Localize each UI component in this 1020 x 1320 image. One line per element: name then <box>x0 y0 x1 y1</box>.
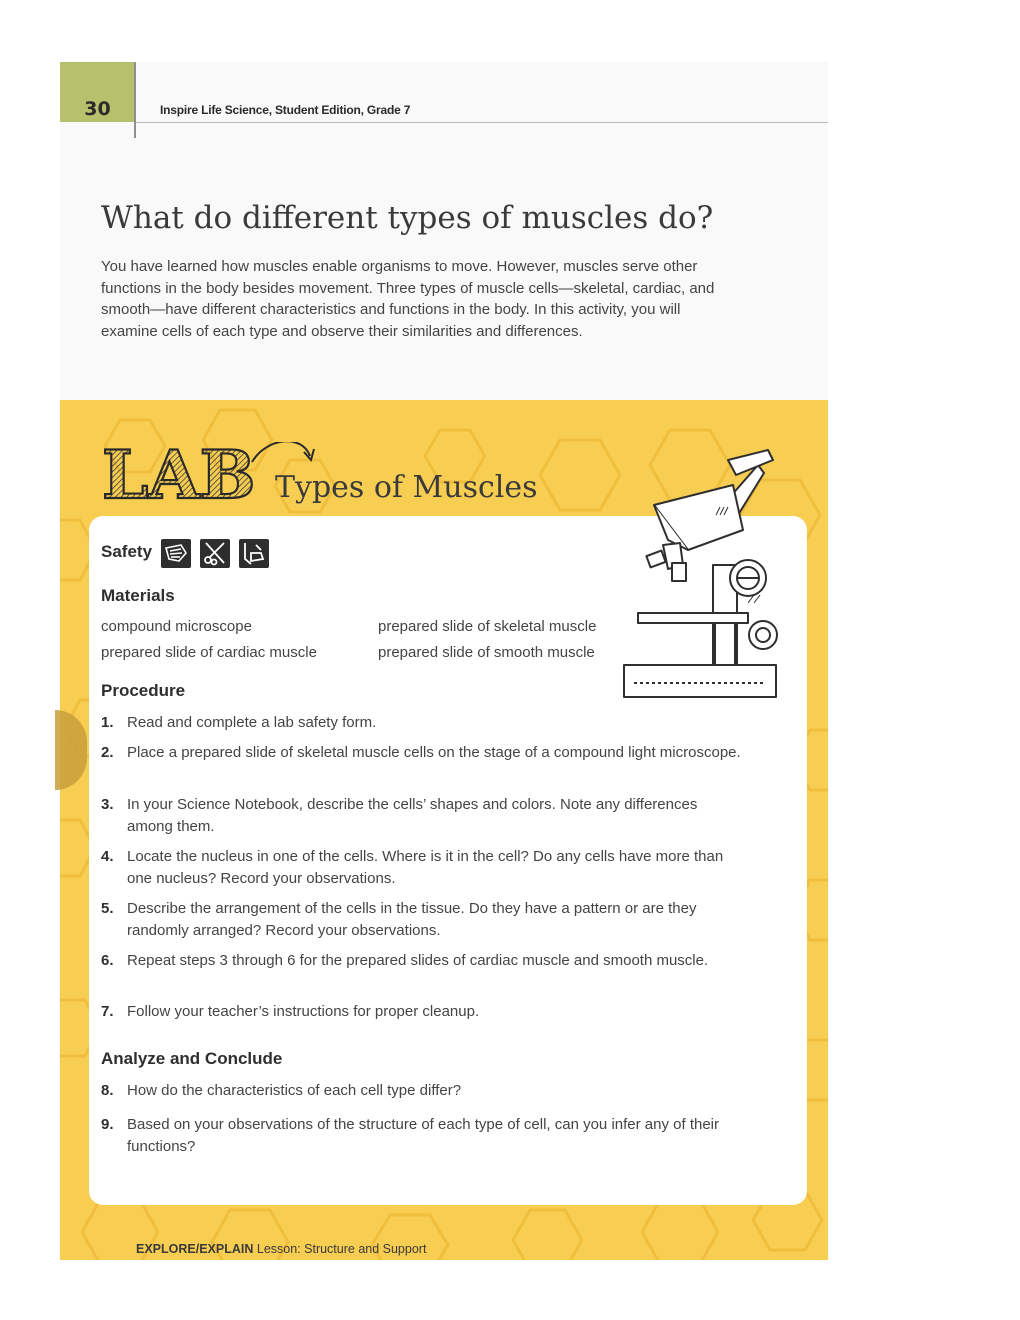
analyze-heading: Analyze and Conclude <box>101 1049 283 1068</box>
intro-title: What do different types of muscles do? <box>101 200 714 236</box>
step-number: 9. <box>101 1116 114 1133</box>
step-text: Repeat steps 3 through 6 for the prepared slides of cardiac muscle and smooth muscle. <box>127 952 709 969</box>
procedure-step <box>101 898 741 941</box>
procedure-step <box>101 742 741 764</box>
procedure-step <box>101 712 741 734</box>
material-item: compound microscope <box>101 618 252 635</box>
step-text: Read and complete a lab safety form. <box>127 714 377 731</box>
step-number: 6. <box>101 952 114 969</box>
procedure-step <box>101 950 741 972</box>
step-text: How do the characteristics of each cell type differ? <box>127 1082 462 1099</box>
material-item: prepared slide of skeletal muscle <box>378 618 597 635</box>
footer <box>136 1242 426 1256</box>
analyze-question <box>101 1080 741 1102</box>
step-number: 3. <box>101 796 114 813</box>
material-item: prepared slide of cardiac muscle <box>101 644 317 661</box>
step-number: 5. <box>101 900 114 917</box>
lab-title: Types of Muscles <box>275 470 538 505</box>
step-number: 1. <box>101 714 114 731</box>
materials-heading: Materials <box>101 586 175 605</box>
step-text: Locate the nucleus in one of the cells. Where is it in the cell? Do any cells have more than one nucleus? Record your observations. <box>127 848 724 887</box>
sharp-object-icon <box>200 539 230 568</box>
safety-label: Safety <box>101 542 153 561</box>
lab-logo-text: LAB <box>102 442 256 504</box>
microscope-icon <box>608 445 793 700</box>
step-text: Follow your teacher’s instructions for proper cleanup. <box>127 1003 480 1020</box>
material-item: prepared slide of smooth muscle <box>378 644 595 661</box>
intro-body: You have learned how muscles enable organisms to move. However, muscles serve other functions in the body besides movement. Three types of muscle cells—skeletal, cardiac, and smooth—have different characteristics and functions in the body. In this activity, you will examine cells of each type and observe their similarities and differences. <box>101 258 715 340</box>
step-number: 4. <box>101 848 114 865</box>
page-number-box <box>60 62 135 122</box>
step-text: Place a prepared slide of skeletal muscle cells on the stage of a compound light microscope. <box>127 744 741 761</box>
analyze-question <box>101 1114 741 1157</box>
step-number: 2. <box>101 744 114 761</box>
book-title: Inspire Life Science, Student Edition, Grade 7 <box>160 103 411 117</box>
hand-wash-icon <box>161 539 191 568</box>
step-text: Based on your observations of the structure of each type of cell, can you infer any of their functions? <box>127 1116 720 1155</box>
step-number: 8. <box>101 1082 114 1099</box>
footer-tag: EXPLORE/EXPLAIN <box>136 1242 254 1256</box>
header-rule <box>136 122 828 123</box>
step-number: 7. <box>101 1003 114 1020</box>
header-divider <box>134 62 136 138</box>
procedure-step <box>101 846 741 889</box>
step-text: In your Science Notebook, describe the cells’ shapes and colors. Note any differences among them. <box>127 796 698 835</box>
procedure-step <box>101 794 741 837</box>
glassware-icon <box>239 539 269 568</box>
page-number: 30 <box>84 98 111 120</box>
procedure-step <box>101 1001 741 1023</box>
footer-lesson: Lesson: Structure and Support <box>256 1242 427 1256</box>
step-text: Describe the arrangement of the cells in the tissue. Do they have a pattern or are they randomly arranged? Record your observations. <box>127 900 697 939</box>
procedure-heading: Procedure <box>101 681 186 700</box>
